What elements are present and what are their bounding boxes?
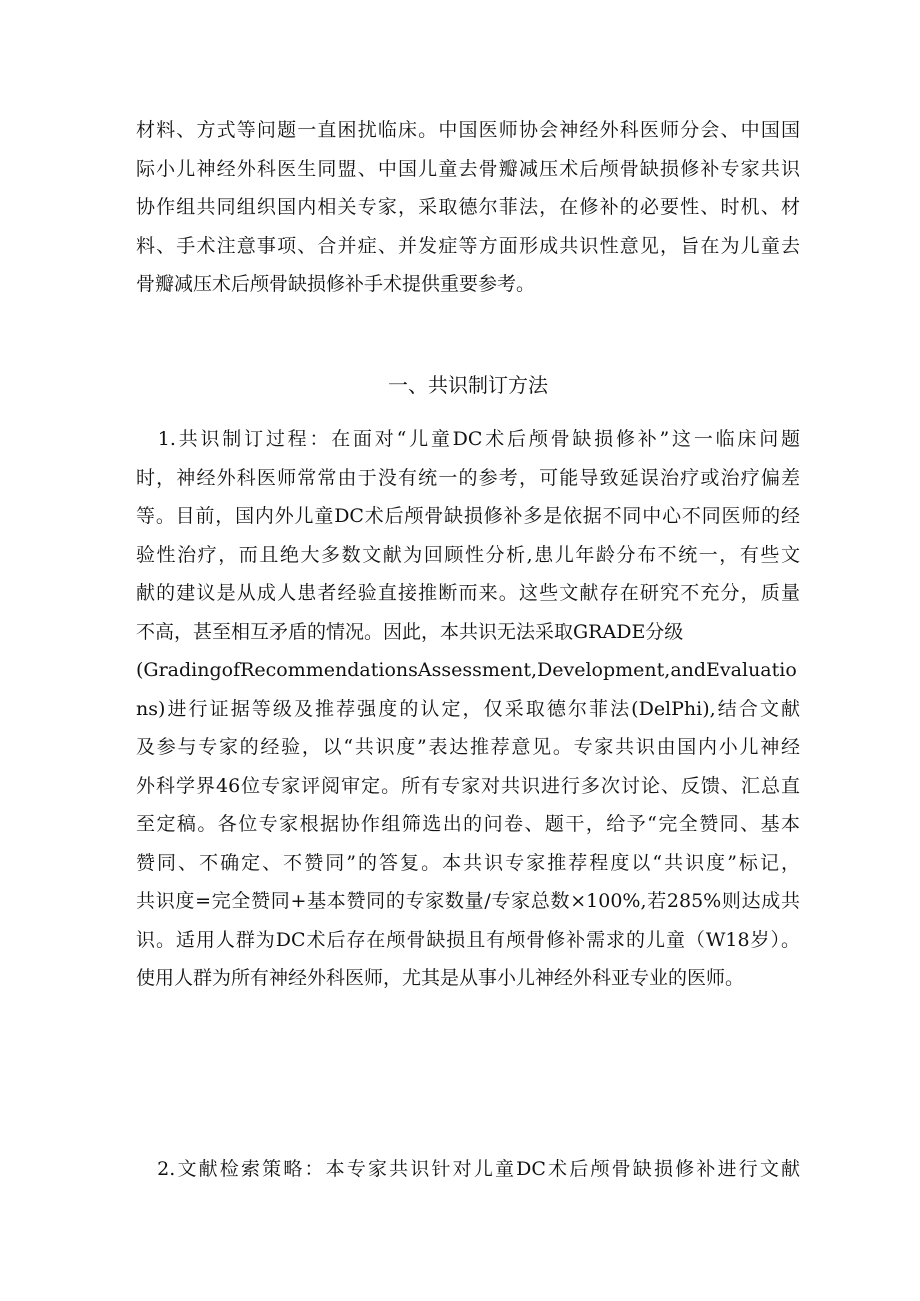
text-line: (GradingofRecommendationsAssessment,Development,andEvaluatio [136, 659, 797, 681]
text-line: 际小儿神经外科医生同盟、中国儿童去骨瓣减压术后颅骨缺损修补专家共识 [136, 157, 800, 180]
search-paragraph [136, 1150, 800, 1189]
text-line: 外科学界46位专家评阅审定。所有专家对共识进行多次讨论、反馈、汇总直 [136, 774, 800, 797]
text-line: 及参与专家的经验，以“共识度”表达推荐意见。专家共识由国内小儿神经 [136, 736, 800, 758]
section-heading: 一、共识制订方法 [388, 373, 548, 397]
text-line: ns)进行证据等级及推荐强度的认定，仅采取德尔菲法(DelPhi),结合文献 [136, 697, 800, 720]
text-line: 验性治疗，而且绝大多数文献为回顾性分析,患儿年龄分布不统一，有些文 [136, 543, 800, 566]
text-line: 不高，甚至相互矛盾的情况。因此，本共识无法采取GRADE分级 [136, 620, 684, 643]
text-line: 骨瓣减压术后颅骨缺损修补手术提供重要参考。 [136, 273, 536, 295]
text-line: 2.文献检索策略：本专家共识针对儿童DC术后颅骨缺损修补进行文献 [136, 1158, 800, 1180]
text-line: 共识度=完全赞同+基本赞同的专家数量/专家总数×100%,若285%则达成共 [136, 890, 800, 912]
text-line: 赞同、不确定、不赞同”的答复。本共识专家推荐程度以“共识度”标记， [136, 851, 800, 874]
intro-paragraph [136, 111, 800, 304]
text-line: 材料、方式等问题一直困扰临床。中国医师协会神经外科医师分会、中国国 [136, 119, 800, 141]
text-line: 1.共识制订过程：在面对“儿童DC术后颅骨缺损修补”这一临床问题 [136, 428, 800, 450]
text-line: 料、手术注意事项、合并症、并发症等方面形成共识性意见，旨在为儿童去 [136, 234, 800, 257]
method-paragraph [136, 420, 800, 998]
text-line: 使用人群为所有神经外科医师，尤其是从事小儿神经外科亚专业的医师。 [136, 967, 745, 989]
text-line: 识。适用人群为DC术后存在颅骨缺损且有颅骨修补需求的儿童（W18岁）。 [136, 928, 800, 951]
text-line: 至定稿。各位专家根据协作组筛选出的问卷、题干，给予“完全赞同、基本 [136, 813, 800, 835]
text-line: 协作组共同组织国内相关专家，采取德尔菲法，在修补的必要性、时机、材 [136, 196, 800, 218]
text-line: 献的建议是从成人患者经验直接推断而来。这些文献存在研究不充分，质量 [136, 582, 800, 604]
text-line: 等。目前，国内外儿童DC术后颅骨缺损修补多是依据不同中心不同医师的经 [136, 505, 800, 527]
text-line: 时，神经外科医师常常由于没有统一的参考，可能导致延误治疗或治疗偏差 [136, 466, 800, 489]
